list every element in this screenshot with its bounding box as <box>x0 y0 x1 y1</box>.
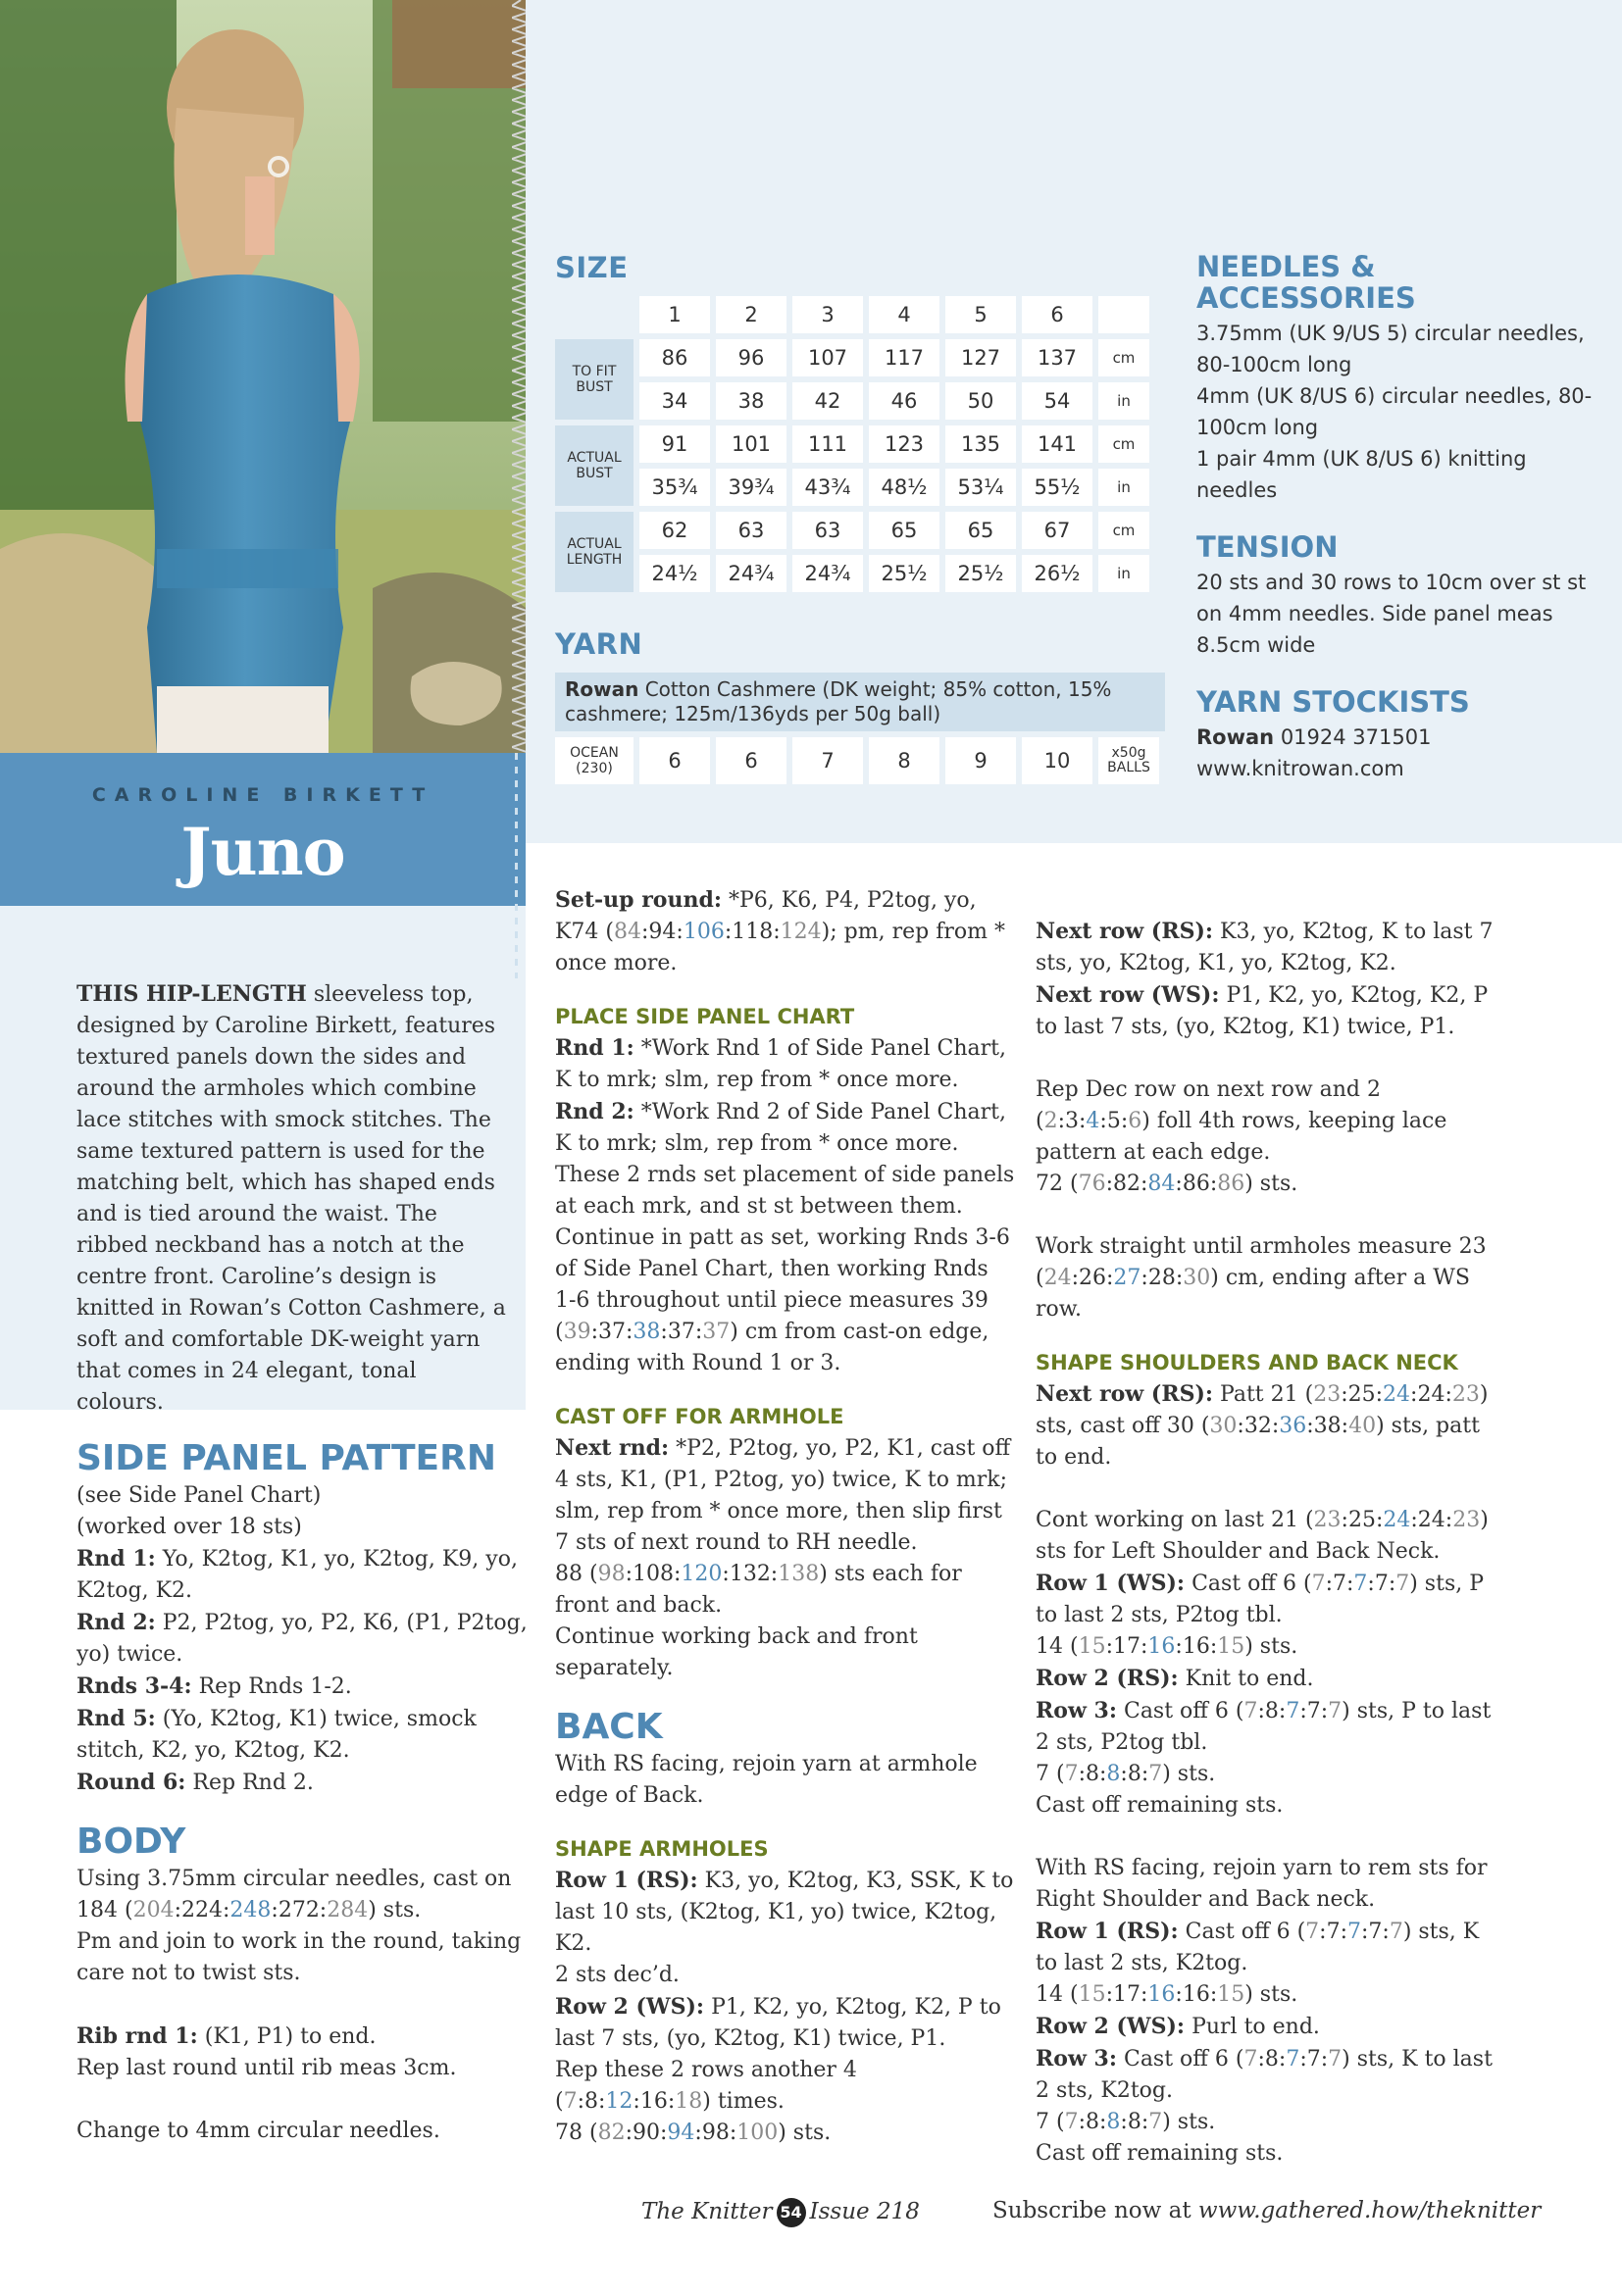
row-label: Row 1 (RS): <box>555 1868 698 1893</box>
row-instruction <box>555 1991 1016 2055</box>
designer-name: CAROLINE BIRKETT <box>91 784 434 806</box>
tension-heading: TENSION <box>1196 530 1339 564</box>
text-line: Cont working on last 21 (23:25:24:24:23) sts for Left Shoulder and Back Neck. <box>1036 1508 1489 1564</box>
pattern-title: Juno <box>180 814 345 890</box>
shape-shoulders-heading: SHAPE SHOULDERS AND BACK NECK <box>1036 1351 1458 1374</box>
row-label: Row 2 (WS): <box>1036 2014 1186 2039</box>
value-cell: 25½ <box>869 555 939 592</box>
value-cell: 123 <box>869 425 939 463</box>
size-heading: SIZE <box>555 251 629 284</box>
text-line: 7 (7:8:8:8:7) sts. <box>1036 1762 1216 1786</box>
value-cell: 62 <box>639 512 710 549</box>
footer-subscribe <box>992 2198 1541 2223</box>
text: 14 ( <box>1036 1982 1079 2007</box>
value-cell: 127 <box>945 339 1016 376</box>
text: ) sts, K to last 2 sts, K2tog. <box>1036 1920 1480 1975</box>
row-label: Next row (WS): <box>1036 982 1220 1008</box>
text-line: Continue in patt as set, working Rnds 3-6 of Side Panel Chart, then working Rnds 1-6 throughout until piece measures 39 (39:37:38:37:37) cm from cast-on edge, ending with Round 1 or 3. <box>555 1225 1010 1375</box>
text-line: Rep last round until rib meas 3cm. <box>76 2056 457 2080</box>
round-text: P2, P2tog, yo, P2, K6, (P1, P2tog, yo) twice. <box>76 1611 528 1667</box>
value-cell: 24¾ <box>792 555 863 592</box>
text: ) sts each for front and back. <box>555 1562 962 1618</box>
needle-line: 3.75mm (UK 9/US 5) circular needles, 80-100cm long <box>1196 322 1585 376</box>
model-photo <box>0 0 526 753</box>
value-cell: 63 <box>716 512 786 549</box>
value-cell: 53¼ <box>945 469 1016 506</box>
row-label: Row 1 (RS): <box>1036 1919 1179 1944</box>
round-instruction <box>555 1432 1016 1559</box>
value-cell: 137 <box>1022 339 1092 376</box>
row-label: Next row (RS): <box>1036 1381 1214 1407</box>
value-cell: 8 <box>869 737 939 784</box>
text-line: Work straight until armholes measure 23 (24:26:27:28:30) cm, ending after a WS row. <box>1036 1234 1487 1322</box>
row-label: Row 1 (WS): <box>1036 1571 1186 1596</box>
text: Rep Dec row on next row and 2 ( <box>1036 1077 1381 1133</box>
value-cell: 35¾ <box>639 469 710 506</box>
side-panel-heading: SIDE PANEL PATTERN <box>76 1438 496 1478</box>
value-cell: 96 <box>716 339 786 376</box>
text: Patt 21 ( <box>1220 1382 1314 1407</box>
row-instruction: Row 1 (RS): Cast off 6 (7:7:7:7:7) sts, K to last 2 sts, K2tog. <box>1036 1919 1480 1975</box>
value-cell: 39¾ <box>716 469 786 506</box>
text-line: 14 (15:17:16:16:15) sts. <box>1036 1634 1298 1659</box>
length-in-row <box>555 555 1149 592</box>
text: ) sts, P to last 2 sts, P2tog tbl. <box>1036 1699 1492 1755</box>
round-instruction <box>555 1032 1016 1096</box>
rib-instruction <box>76 2021 528 2053</box>
subscribe-text: Subscribe now at <box>992 2198 1191 2223</box>
value-cell: 117 <box>869 339 939 376</box>
text-line: Rep Dec row on next row and 2 (2:3:4:5:6) foll 4th rows, keeping lace pattern at each edge. <box>1036 1077 1447 1165</box>
round-instruction <box>76 1703 528 1767</box>
row-text: P1, K2, yo, K2tog, K2, P to last 7 sts, (yo, K2tog, K1) twice, P1. <box>555 1995 1001 2051</box>
size-cell: 5 <box>945 296 1016 333</box>
text-line: 72 (76:82:84:86:86) sts. <box>1036 1172 1298 1196</box>
title-block <box>0 753 526 906</box>
cast-off-heading: CAST OFF FOR ARMHOLE <box>555 1405 844 1428</box>
text: ); pm, rep from * once more. <box>555 920 1005 975</box>
text-line: 88 (98:108:120:132:138) sts each for front and back. <box>555 1562 962 1618</box>
size-cell: 3 <box>792 296 863 333</box>
value-cell: 10 <box>1022 737 1092 784</box>
actual-bust-label: ACTUAL BUST <box>555 425 634 506</box>
value-cell: 26½ <box>1022 555 1092 592</box>
value-cell: 65 <box>945 512 1016 549</box>
text-line: Change to 4mm circular needles. <box>76 2119 440 2143</box>
needle-line: 4mm (UK 8/US 6) circular needles, 80-100cm long <box>1196 384 1593 439</box>
value-cell: 48½ <box>869 469 939 506</box>
row-instruction <box>1036 979 1496 1043</box>
stitch-line-decoration <box>515 753 518 978</box>
text: ) sts, P to last 2 sts, P2tog tbl. <box>1036 1572 1485 1627</box>
text: 7 ( <box>1036 1762 1065 1786</box>
back-heading: BACK <box>555 1707 663 1747</box>
round-label: Rnd 2: <box>555 1099 634 1124</box>
stockist-brand: Rowan <box>1196 725 1275 749</box>
needle-line: 1 pair 4mm (UK 8/US 6) knitting needles <box>1196 447 1527 502</box>
row-text: K3, yo, K2tog, K3, SSK, K to last 10 sts, (K2tog, K1, yo) twice, K2tog, K2. <box>555 1869 1014 1956</box>
value-cell: 141 <box>1022 425 1092 463</box>
text: 72 ( <box>1036 1172 1079 1196</box>
row-instruction <box>1036 2011 1496 2043</box>
text-line: (see Side Panel Chart) <box>76 1483 322 1508</box>
subscribe-link[interactable]: www.gathered.how/theknitter <box>1197 2198 1542 2223</box>
text: ) sts, cast off 30 ( <box>1036 1382 1489 1438</box>
value-cell: 86 <box>639 339 710 376</box>
text-line: Continue working back and front separately. <box>555 1624 918 1680</box>
round-label: Rnds 3-4: <box>76 1673 192 1699</box>
round-text: *Work Rnd 1 of Side Panel Chart, K to mrk; slm, rep from * once more. <box>555 1036 1006 1092</box>
round-label: Rnd 1: <box>76 1546 156 1572</box>
unit-cell: in <box>1098 555 1149 592</box>
text-line: 14 (15:17:16:16:15) sts. <box>1036 1982 1298 2007</box>
row-instruction <box>1036 916 1496 979</box>
round-label: Rnd 2: <box>76 1610 156 1635</box>
row-text: K3, yo, K2tog, K to last 7 sts, yo, K2tog, K1, yo, K2tog, K2. <box>1036 920 1494 975</box>
text: 7 ( <box>1036 2110 1065 2134</box>
issue-number: Issue 218 <box>809 2199 920 2224</box>
value-cell: 7 <box>792 737 863 784</box>
length-cm-row <box>555 512 1149 549</box>
size-cell: 1 <box>639 296 710 333</box>
row-label: Next row (RS): <box>1036 919 1214 944</box>
stockist-line <box>1196 722 1608 753</box>
magazine-name: The Knitter <box>641 2199 773 2224</box>
to-fit-in-row <box>555 382 1149 420</box>
text-line: 78 (82:90:94:98:100) sts. <box>555 2121 832 2145</box>
body-heading: BODY <box>76 1822 186 1862</box>
text-line: Cast off remaining sts. <box>1036 1793 1284 1818</box>
value-cell: 25½ <box>945 555 1016 592</box>
row-text: Knit to end. <box>1185 1667 1314 1691</box>
row-instruction: Next row (RS): Patt 21 (23:25:24:24:23) sts, cast off 30 (30:32:36:38:40) sts, patt to end. <box>1036 1381 1489 1470</box>
row-label: Row 2 (WS): <box>555 1994 705 2020</box>
value-cell: 24¾ <box>716 555 786 592</box>
text-line: Cast off remaining sts. <box>1036 2141 1284 2166</box>
value-cell: 24½ <box>639 555 710 592</box>
round-text: Rep Rnd 2. <box>192 1771 314 1795</box>
round-instruction <box>76 1607 528 1671</box>
value-cell: 65 <box>869 512 939 549</box>
intro-lead: THIS HIP-LENGTH <box>76 981 307 1007</box>
tension-text: 20 sts and 30 rows to 10cm over st st on 4mm needles. Side panel meas 8.5cm wide <box>1196 571 1587 657</box>
column-2 <box>555 884 1016 2149</box>
bust-cm-row <box>555 425 1149 463</box>
text: ) sts. <box>1244 1172 1298 1196</box>
row-label: Row 3: <box>1036 2046 1117 2071</box>
row-instruction: Row 3: Cast off 6 (7:8:7:7:7) sts, K to last 2 sts, K2tog. <box>1036 2046 1493 2103</box>
text-line: (worked over 18 sts) <box>76 1515 302 1539</box>
column-3 <box>1036 916 1496 2170</box>
shade-label: OCEAN (230) <box>555 737 634 784</box>
body-cast-on: Using 3.75mm circular needles, cast on 184 (204:224:248:272:284) sts. <box>76 1867 512 1922</box>
round-label: Round 6: <box>76 1770 186 1795</box>
value-cell: 6 <box>716 737 786 784</box>
yarn-desc-text: Cotton Cashmere (DK weight; 85% cotton, 15% cashmere; 125m/136yds per 50g ball) <box>565 677 1112 725</box>
text: Using 3.75mm circular needles, cast on 184 ( <box>76 1867 512 1922</box>
round-instruction <box>76 1671 528 1703</box>
text: ) times. <box>702 2089 785 2114</box>
unit-cell: x50g BALLS <box>1098 737 1159 784</box>
text: Cast off 6 ( <box>1123 2047 1244 2071</box>
needles-heading: NEEDLES & ACCESSORIES <box>1196 250 1416 315</box>
text: Rep these 2 rows another 4 ( <box>555 2058 857 2114</box>
value-cell: 67 <box>1022 512 1092 549</box>
text: Cont working on last 21 ( <box>1036 1508 1314 1532</box>
size-table <box>549 290 1155 598</box>
value-cell: 38 <box>716 382 786 420</box>
intro-text <box>76 978 508 1419</box>
round-label: Rnd 5: <box>76 1706 156 1731</box>
right-info-column <box>1196 251 1608 784</box>
text: Continue in patt as set, working Rnds 3-6 of Side Panel Chart, then working Rnds 1-6 throughout until piece measures 39 ( <box>555 1225 1010 1344</box>
text: ) cm from cast-on edge, ending with Round 1 or 3. <box>555 1320 989 1375</box>
yarn-brand: Rowan <box>565 677 639 701</box>
text: Cast off 6 ( <box>1123 1699 1244 1723</box>
unit-cell: cm <box>1098 339 1149 376</box>
text: 14 ( <box>1036 1634 1079 1659</box>
size-cell: 4 <box>869 296 939 333</box>
value-cell: 54 <box>1022 382 1092 420</box>
round-instruction <box>76 1543 528 1607</box>
intro-body: sleeveless top, designed by Caroline Birkett, features textured panels down the sides and around the armholes which combine lace stitches with smock stitches. The same textured pattern is used for the matching belt, which has shaped ends and is tied around the waist. The ribbed neckband has a notch at the centre front. Caroline’s design is knitted in Rowan’s Cotton Cashmere, a soft and comfortable DK-weight yarn that comes in 24 elegant, tonal colours. <box>76 982 506 1415</box>
value-cell: 135 <box>945 425 1016 463</box>
text-line: Pm and join to work in the round, taking care not to twist sts. <box>76 1929 522 1985</box>
text: ) cm, ending after a WS row. <box>1036 1266 1470 1322</box>
value-cell: 46 <box>869 382 939 420</box>
unit-cell: in <box>1098 382 1149 420</box>
round-instruction <box>76 1767 528 1799</box>
round-text: *P2, P2tog, yo, P2, K1, cast off 4 sts, K1, (P1, P2tog, yo) twice, K to mrk; slm, rep from * once more, then slip first 7 sts of next round to RH needle. <box>555 1436 1011 1555</box>
row-label: Row 3: <box>1036 1698 1117 1723</box>
to-fit-cm-row <box>555 339 1149 376</box>
size-row <box>555 296 1149 333</box>
value-cell: 9 <box>945 737 1016 784</box>
setup-round: Set-up round: *P6, K6, P4, P2tog, yo, K74 (84:94:106:118:124); pm, rep from * once more. <box>555 887 1005 975</box>
round-text: Yo, K2tog, K1, yo, K2tog, K9, yo, K2tog, K2. <box>76 1547 518 1603</box>
shape-armholes-heading: SHAPE ARMHOLES <box>555 1837 769 1861</box>
column-1 <box>76 1437 528 2147</box>
row-label: Row 2 (RS): <box>1036 1666 1179 1691</box>
text: ) sts, patt to end. <box>1036 1414 1480 1470</box>
value-cell: 107 <box>792 339 863 376</box>
size-cell: 6 <box>1022 296 1092 333</box>
text-line: 2 sts dec’d. <box>555 1963 680 1987</box>
stockist-url: www.knitrowan.com <box>1196 757 1404 780</box>
round-text: (Yo, K2tog, K1) twice, smock stitch, K2, yo, K2tog, K2. <box>76 1707 477 1763</box>
text: ) sts for Left Shoulder and Back Neck. <box>1036 1508 1489 1564</box>
value-cell: 101 <box>716 425 786 463</box>
row-instruction: Row 1 (WS): Cast off 6 (7:7:7:7:7) sts, P to last 2 sts, P2tog tbl. <box>1036 1571 1485 1627</box>
stockists-heading: YARN STOCKISTS <box>1196 685 1470 719</box>
footer-magazine <box>641 2198 920 2227</box>
round-instruction <box>555 1096 1016 1160</box>
place-chart-heading: PLACE SIDE PANEL CHART <box>555 1005 855 1028</box>
text: ) sts. <box>778 2121 832 2145</box>
text-line: 7 (7:8:8:8:7) sts. <box>1036 2110 1216 2134</box>
text-line: Rep these 2 rows another 4 (7:8:12:16:18) times. <box>555 2058 857 2114</box>
text: ) sts, K to last 2 sts, K2tog. <box>1036 2047 1493 2103</box>
row-text: Purl to end. <box>1191 2015 1320 2039</box>
text: *P6, K6, P4, P2tog, yo, K74 ( <box>555 888 977 944</box>
round-label: Rib rnd 1: <box>76 2023 198 2049</box>
to-fit-label: TO FIT BUST <box>555 339 634 420</box>
unit-cell: cm <box>1098 425 1149 463</box>
round-text: (K1, P1) to end. <box>204 2024 377 2049</box>
yarn-table <box>549 731 1165 790</box>
text: Cast off 6 ( <box>1185 1920 1306 1944</box>
text: Work straight until armholes measure 23 ( <box>1036 1234 1487 1290</box>
yarn-description <box>555 673 1165 731</box>
text: 78 ( <box>555 2121 598 2145</box>
text: ) foll 4th rows, keeping lace pattern at each edge. <box>1036 1109 1447 1165</box>
page-number: 54 <box>777 2198 806 2227</box>
stockist-phone: 01924 371501 <box>1280 725 1432 749</box>
unit-cell: cm <box>1098 512 1149 549</box>
row-instruction <box>555 1865 1016 1960</box>
value-cell: 43¾ <box>792 469 863 506</box>
value-cell: 111 <box>792 425 863 463</box>
text-line: With RS facing, rejoin yarn to rem sts for Right Shoulder and Back neck. <box>1036 1856 1488 1912</box>
value-cell: 91 <box>639 425 710 463</box>
row-instruction: Row 3: Cast off 6 (7:8:7:7:7) sts, P to last 2 sts, P2tog tbl. <box>1036 1698 1492 1755</box>
value-cell: 55½ <box>1022 469 1092 506</box>
blank-cell <box>1098 296 1149 333</box>
size-cell: 2 <box>716 296 786 333</box>
bust-in-row <box>555 469 1149 506</box>
value-cell: 63 <box>792 512 863 549</box>
value-cell: 34 <box>639 382 710 420</box>
yarn-heading: YARN <box>555 627 643 661</box>
row-instruction <box>1036 1663 1496 1695</box>
round-text: *Work Rnd 2 of Side Panel Chart, K to mrk; slm, rep from * once more. <box>555 1100 1006 1156</box>
round-text: Rep Rnds 1-2. <box>198 1674 352 1699</box>
round-label: Rnd 1: <box>555 1035 634 1061</box>
value-cell: 50 <box>945 382 1016 420</box>
yarn-row <box>555 737 1159 784</box>
text-line: These 2 rnds set placement of side panels at each mrk, and st st between them. <box>555 1163 1015 1219</box>
text-line: With RS facing, rejoin yarn at armhole edge of Back. <box>555 1752 978 1808</box>
text: 88 ( <box>555 1562 598 1586</box>
unit-cell: in <box>1098 469 1149 506</box>
value-cell: 6 <box>639 737 710 784</box>
round-label: Next rnd: <box>555 1435 670 1461</box>
text: Cast off 6 ( <box>1191 1572 1312 1596</box>
value-cell: 42 <box>792 382 863 420</box>
round-label: Set-up round: <box>555 887 722 913</box>
actual-length-label: ACTUAL LENGTH <box>555 512 634 592</box>
row-text: P1, K2, yo, K2tog, K2, P to last 7 sts, (yo, K2tog, K1) twice, P1. <box>1036 983 1489 1039</box>
